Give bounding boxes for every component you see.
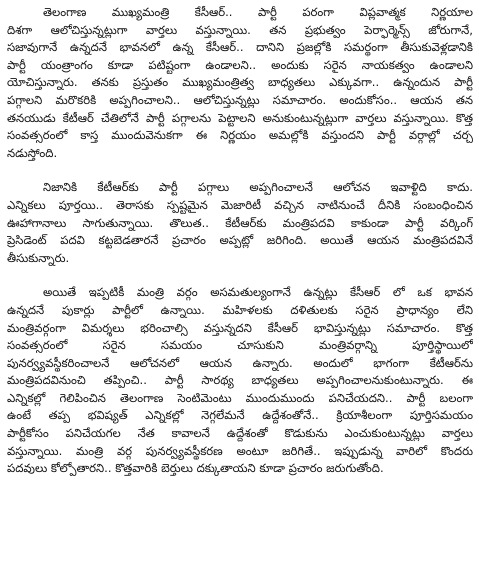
text-line: సంవత్సరంలో సరైన సమయం చూసుకుని మంత్రివర్గాన్ని పూర్తిస్థాయిలో <box>7 338 473 353</box>
text-line: ఉంటే తప్ప భవిష్యత్ ఎన్నికల్లో నెగ్గలేమనే ఉద్దేశంతోనే.. క్రియాశీలంగా పూర్తిసమయం <box>7 408 473 423</box>
text-line: సజావుగానే ఉన్నదనే భావనలో ఉన్న కేసీఆర్.. దానిని ప్రజల్లోకి సమర్థంగా తీసుకువెళ్లడానికి <box>7 40 473 55</box>
paragraph-3 <box>7 284 473 478</box>
text-line: పునర్వ్యవస్థీకరించాలనే ఆలోచనలో ఆయన ఉన్నారు. అందులో భాగంగా కేటీఆర్‌ను <box>7 355 473 370</box>
text-line: మంత్రిపదవినుంచి తప్పించి.. పార్టీ సారథ్య బాధ్యతలు అప్పగించాలనుకుంటున్నారు. ఈ <box>7 373 473 388</box>
paragraph-gap <box>7 267 473 284</box>
text-line: తనయుడు కేటీఆర్ చేతిలోనే పార్టీ పగ్గాలను పెట్టాలని అనుకుంటున్నట్లుగా వార్తలు వస్తున్నాయి. కొత్త <box>7 110 473 125</box>
text-line: మంత్రివర్గంగా విమర్శలు భరించాల్సి వస్తున్నదని కేసీఆర్ భావిస్తున్నట్లు సమాచారం. కొత్త <box>7 320 473 335</box>
text-line: ఎన్నికలు పూర్తయి.. తెరాసకు స్పష్టమైన మెజారిటీ వచ్చిన నాటినుంచే దీనికి సంబంధించిన <box>7 197 473 212</box>
text-line: అయితే ఇప్పటికీ మంత్రి వర్గం అసమతుల్యంగానే ఉన్నట్లు కేసీఆర్ లో ఒక భావన <box>43 285 473 300</box>
text-line: దిశగా ఆలోచిస్తున్నట్లుగా వార్తలు వస్తున్నాయి. తన ప్రభుత్వం పెర్ఫార్మెన్స్ జోరుగానే, <box>7 22 473 37</box>
text-line: పగ్గాలని మరొకరికి అప్పగించాలని.. ఆలోచిస్తున్నట్లు సమాచారం. అందుకోసం.. ఆయన తన <box>7 92 473 107</box>
text-line: పార్టీకోసం పనిచేయగల నేత కావాలనే ఉద్దేశంతో కొడుకును ఎంచుకుంటున్నట్లు వార్తలు <box>7 426 473 441</box>
text-line: పదవులు కోల్పోతారని.. కొత్తవారికి బెర్తులు దక్కుతాయని కూడా ప్రచారం జరుగుతోంది. <box>7 461 384 476</box>
paragraph-2 <box>7 179 473 267</box>
text-line: వస్తున్నాయి. మంత్రి వర్గ పునర్వ్యవస్థీకరణ అంటూ జరిగితే.. ఇప్పుడున్న వారిలో కొందరు <box>7 443 473 458</box>
paragraph-gap <box>7 162 473 179</box>
text-line: ప్రెసిడెంట్ పదవి కట్టబెడతారనే ప్రచారం అప్పట్లో జరిగింది. అయితే ఆయన మంత్రిపదవినే <box>7 233 473 248</box>
text-line: తెలంగాణ ముఖ్యమంత్రి కేసీఆర్.. పార్టీ పరంగా విప్లవాత్మక నిర్ణయాల <box>43 5 473 19</box>
text-line: సంవత్సరంలో కాస్త ముందువెనుకగా ఈ నిర్ణయం అమల్లోకి వస్తుందని పార్టీ వర్గాల్లో చర్చ <box>7 128 473 143</box>
text-line: నిజానికి కేటీఆర్‌కు పార్టీ పగ్గాలు అప్పగించాలనే ఆలోచన ఇవాళ్టిది కాదు. <box>43 180 473 195</box>
text-line: నడుస్తోంది. <box>7 145 58 160</box>
text-line: పార్టీ యంత్రాంగం కూడా పటిష్టంగా ఉండాలని.. అందుకు సరైన నాయకత్వం ఉండాలని <box>7 57 473 72</box>
text-line: ఎన్నికల్లో గెలిపించిన తెలంగాణ సెంటిమెంటు ముందుముందు పనిచేయదని.. పార్టీ బలంగా <box>7 390 473 405</box>
text-line: యోచిస్తున్నారు. తనకు ప్రస్తుతం ముఖ్యమంత్రిత్వ బాధ్యతలు ఎక్కువగా.. ఉన్నందున పార్టీ <box>7 75 473 90</box>
text-line: ఊహాగానాలు సాగుతున్నాయి. తొలుత.. కేటీఆర్‌కు మంత్రిపదవి కాకుండా పార్టీ వర్కింగ్ <box>7 215 473 230</box>
text-line: ఉన్నదనే పుకార్లు పార్టీలో ఉన్నాయి. మహిళలకు దళితులకు సరైన ప్రాధాన్యం లేని <box>7 302 473 317</box>
paragraph-1 <box>7 4 473 162</box>
text-line: తీసుకున్నారు. <box>7 250 70 265</box>
